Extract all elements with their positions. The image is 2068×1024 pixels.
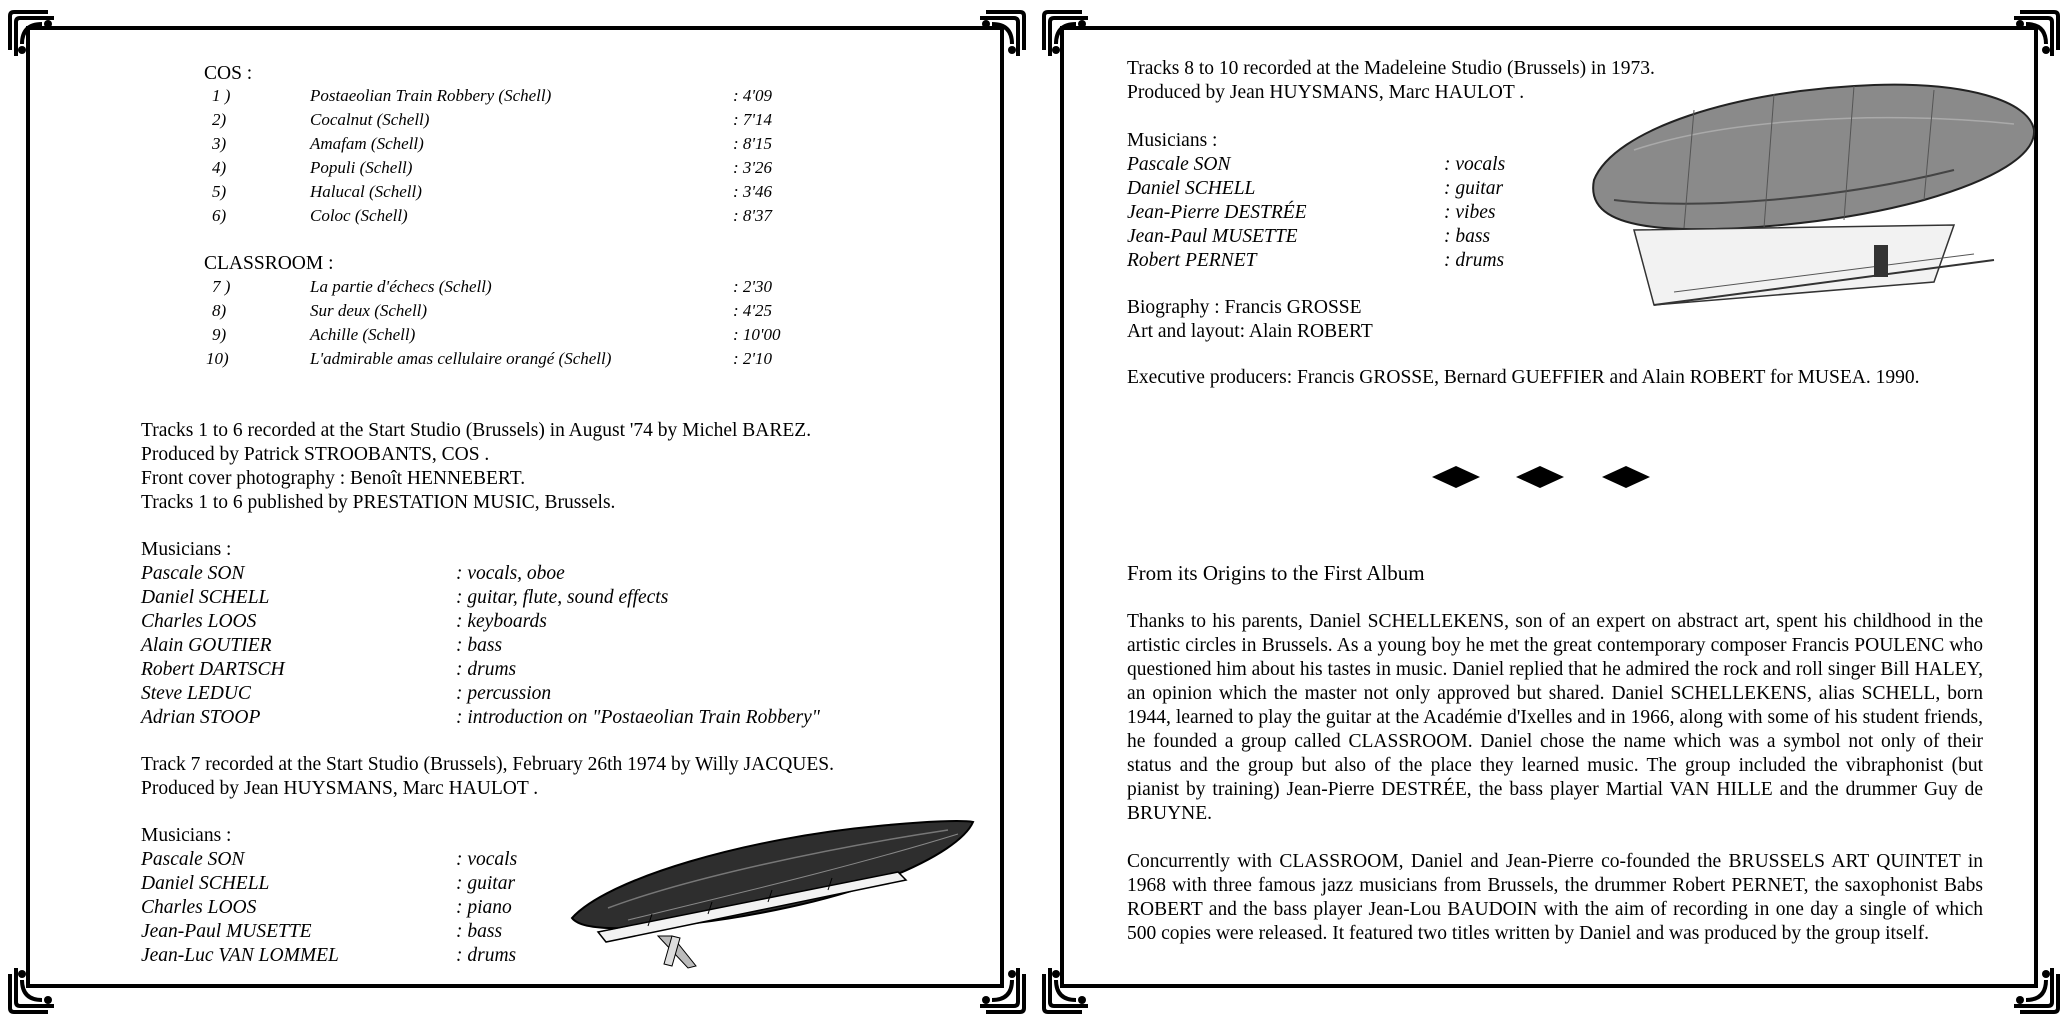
musician-role: : guitar (1444, 178, 1504, 199)
musician-name: Pascale SON (141, 563, 245, 584)
credit-line: Produced by Jean HUYSMANS, Marc HAULOT . (141, 778, 539, 799)
airship-illustration (1574, 60, 2044, 330)
musician-name: Robert PERNET (1127, 250, 1257, 271)
track-number: 5) (212, 182, 227, 201)
track-time: : 3'46 (733, 182, 773, 201)
musician-name: Jean-Luc VAN LOMMEL (141, 945, 339, 966)
musician-role: : vocals (1444, 154, 1506, 175)
track-title: Coloc (Schell) (310, 206, 408, 225)
musician-role: : introduction on "Postaeolian Train Robbery" (456, 707, 820, 728)
track-title: Postaeolian Train Robbery (Schell) (310, 86, 552, 105)
musician-name: Robert DARTSCH (141, 659, 285, 680)
track-time: : 2'30 (733, 277, 773, 296)
musician-name: Daniel SCHELL (141, 873, 270, 894)
track-time: : 8'37 (733, 206, 773, 225)
musician-name: Steve LEDUC (141, 683, 251, 704)
classroom-heading: CLASSROOM : (204, 253, 334, 274)
musician-name: Jean-Pierre DESTRÉE (1127, 202, 1307, 223)
corner-ornament-bottom-left (1042, 950, 1106, 1014)
musician-name: Pascale SON (141, 849, 245, 870)
track-number: 3) (212, 134, 227, 153)
musician-role: : bass (1444, 226, 1491, 247)
track-number: 9) (212, 325, 227, 344)
track-time: : 7'14 (733, 110, 773, 129)
musician-role: : drums (1444, 250, 1505, 271)
track-number: 7 ) (212, 277, 231, 296)
diamond-ornament (1516, 466, 1564, 488)
corner-ornament-bottom-left (8, 950, 72, 1014)
credit-line: Track 7 recorded at the Start Studio (Brussels), February 26th 1974 by Willy JACQUES. (141, 754, 835, 775)
diamond-ornament (1602, 466, 1650, 488)
musician-name: Daniel SCHELL (1127, 178, 1256, 199)
track-time: : 4'25 (733, 301, 773, 320)
track-number: 10) (206, 349, 229, 368)
track-time: : 3'26 (733, 158, 773, 177)
track-number: 2) (212, 110, 227, 129)
biography-credit: Biography : Francis GROSSE (1127, 297, 1362, 318)
corner-ornament-top-right (962, 10, 1026, 74)
track-number: 8) (212, 301, 227, 320)
corner-ornament-bottom-right (1996, 950, 2060, 1014)
musician-name: Charles LOOS (141, 611, 257, 632)
musicians-label: Musicians : (1127, 130, 1218, 151)
musician-role: : vocals, oboe (456, 563, 565, 584)
credit-line: Produced by Jean HUYSMANS, Marc HAULOT . (1127, 82, 1525, 103)
musician-role: : vocals (456, 849, 518, 870)
track-title: L'admirable amas cellulaire orangé (Schell) (310, 349, 612, 368)
musician-role: : bass (456, 921, 503, 942)
track-time: : 8'15 (733, 134, 773, 153)
musician-name: Charles LOOS (141, 897, 257, 918)
track-time: : 10'00 (733, 325, 781, 344)
executive-producers: Executive producers: Francis GROSSE, Bernard GUEFFIER and Alain ROBERT for MUSEA. 1990. (1127, 367, 1920, 388)
corner-ornament-top-left (1042, 10, 1106, 74)
credit-line: Tracks 1 to 6 recorded at the Start Studio (Brussels) in August '74 by Michel BAREZ. (141, 420, 812, 441)
section-divider (1432, 462, 1652, 492)
credit-line: Tracks 8 to 10 recorded at the Madeleine Studio (Brussels) in 1973. (1127, 58, 1655, 79)
track-number: 6) (212, 206, 227, 225)
musician-role: : guitar, flute, sound effects (456, 587, 669, 608)
credit-line: Tracks 1 to 6 published by PRESTATION MUSIC, Brussels. (141, 492, 616, 513)
musician-name: Alain GOUTIER (141, 635, 272, 656)
musician-name: Pascale SON (1127, 154, 1231, 175)
section-title: From its Origins to the First Album (1127, 561, 1425, 585)
credit-line: Produced by Patrick STROOBANTS, COS . (141, 444, 490, 465)
musician-role: : keyboards (456, 611, 547, 632)
diamond-ornament (1432, 466, 1480, 488)
track-title: La partie d'échecs (Schell) (310, 277, 492, 296)
musician-role: : vibes (1444, 202, 1496, 223)
track-title: Cocalnut (Schell) (310, 110, 430, 129)
track-number: 4) (212, 158, 227, 177)
musicians-label: Musicians : (141, 825, 232, 846)
track-title: Populi (Schell) (310, 158, 413, 177)
musician-name: Jean-Paul MUSETTE (1127, 226, 1298, 247)
corner-ornament-top-left (8, 10, 72, 74)
musicians-label: Musicians : (141, 539, 232, 560)
biography-paragraph: Concurrently with CLASSROOM, Daniel and Jean-Pierre co-founded the BRUSSELS ART QUINTET in 1968 with three famous jazz musicians from Brussels, the drummer Robert PERNET, the saxophonist Babs ROBERT and the bass player Jean-Lou BAUDOIN with the aim of recording in one day a single of which 500 copies were released. It featured two titles written by Daniel and was produced by the group itself. (1127, 851, 1983, 944)
track-title: Amafam (Schell) (310, 134, 424, 153)
musician-role: : bass (456, 635, 503, 656)
track-title: Halucal (Schell) (310, 182, 422, 201)
art-layout-credit: Art and layout: Alain ROBERT (1127, 321, 1373, 342)
musician-name: Adrian STOOP (141, 707, 261, 728)
musician-role: : guitar (456, 873, 516, 894)
track-title: Sur deux (Schell) (310, 301, 428, 320)
track-number: 1 ) (212, 86, 231, 105)
musician-role: : drums (456, 945, 517, 966)
track-time: : 4'09 (733, 86, 773, 105)
credit-line: Front cover photography : Benoît HENNEBERT. (141, 468, 526, 489)
right-page (1034, 0, 2068, 1024)
track-title: Achille (Schell) (310, 325, 416, 344)
track-time: : 2'10 (733, 349, 773, 368)
musician-name: Daniel SCHELL (141, 587, 270, 608)
biography-paragraph: Thanks to his parents, Daniel SCHELLEKENS, son of an expert on abstract art, spent his childhood in the artistic circles in Brussels. As a young boy he met the great contemporary composer Francis POULENC who questioned him about his tastes in music. Daniel replied that he admired the rock and roll singer Bill HALEY, an opinion which the master not only approved but shared. Daniel SCHELLEKENS, alias SCHELL, born 1944, learned to play the guitar at the Académie d'Ixelles and in 1966, along with some of his student friends, he founded a group called CLASSROOM. Daniel chose the name which was a symbol not only of their status and the group but also of the place they learned music. The group included the vibraphonist (but pianist by training) Jean-Pierre DESTRÉE, the bass player Martial VAN HILLE and the drummer Guy de BRUYNE. (1127, 611, 1983, 824)
musician-role: : piano (456, 897, 512, 918)
cos-heading: COS : (204, 63, 253, 84)
musician-role: : percussion (456, 683, 552, 704)
musician-name: Jean-Paul MUSETTE (141, 921, 312, 942)
musician-role: : drums (456, 659, 517, 680)
airship-illustration (568, 808, 978, 974)
